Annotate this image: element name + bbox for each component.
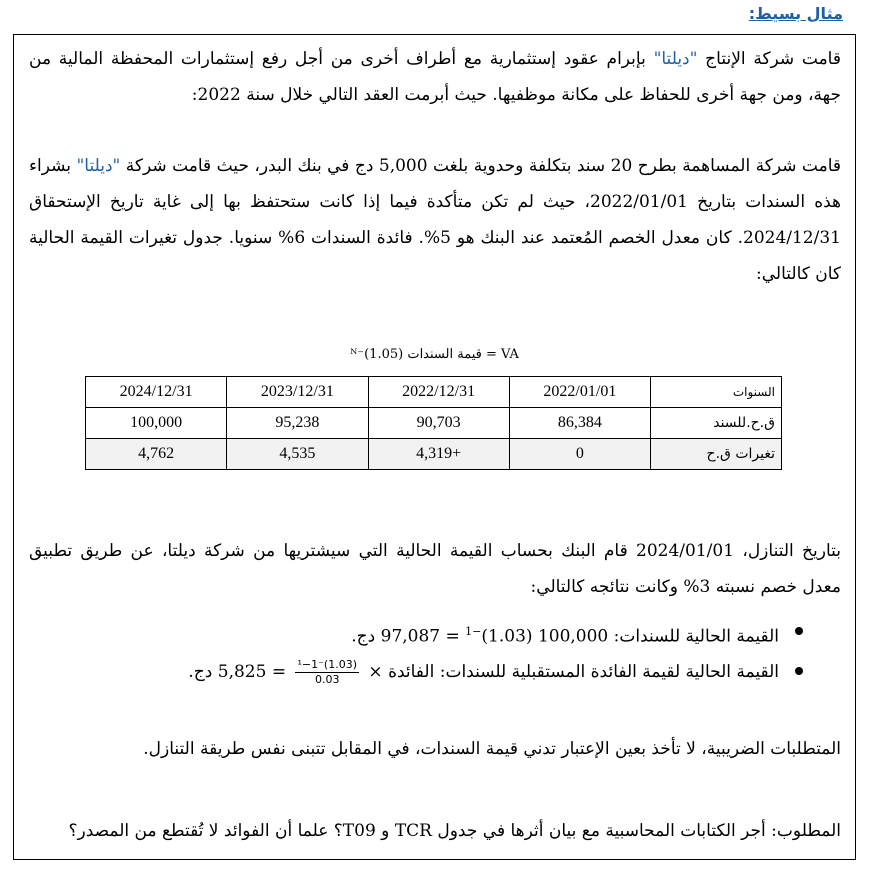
present-value-formula: VA = قيمة السندات (1.05)⁻ᴺ [350, 347, 519, 362]
example-heading: مثال بسيط: [748, 4, 843, 23]
table-cell: 95,238 [227, 408, 368, 439]
paragraph2-before: قامت شركة المساهمة بطرح 20 سند بتكلفة وحدوية بلغت 5,000 دج في بنك البدر، حيث قامت شركة [120, 156, 842, 176]
paragraph-required: المطلوب: أجر الكتابات المحاسبية مع بيان أثرها في جدول TCR و T09؟ علما أن الفوائد لا تُقتطع من المصدر؟ [68, 821, 841, 841]
table-header-cell: 2022/12/31 [368, 377, 509, 408]
table-header-cell: 2023/12/31 [227, 377, 368, 408]
bullet1-exponent: −1 [465, 625, 482, 638]
table-row [86, 439, 782, 470]
paragraph-contract-intro [29, 41, 841, 113]
table-header-cell: 2022/01/01 [509, 377, 650, 408]
paragraph2-after: بشراء هذه السندات بتاريخ 2022/01/01، حيث لم تكن متأكدة فيما إذا كانت ستحتفظ بها إلى غاية تاريخ الإستحقاق 2024/12/31. كان معدل الخصم المُعتمد عند البنك هو 5%. فائدة السندات 6% سنويا. جدول تغيرات القيمة الحالية كان كالتالي: [29, 156, 841, 284]
paragraph-transfer: بتاريخ التنازل، 2024/01/01 قام البنك بحساب القيمة الحالية التي سيشتريها من شركة ديلتا، عن طريق تطبيق معدل خصم نسبته 3% وكانت نتائجه كالتالي: [29, 541, 841, 597]
company-name: "ديلتا" [653, 49, 698, 69]
example-box [13, 34, 856, 860]
bullet1-result: = 97,087 دج. [351, 626, 466, 647]
bullet2-result: = 5,825 دج. [188, 662, 292, 682]
bullet-icon [795, 667, 803, 675]
table-row [86, 408, 782, 439]
paragraph1-after: بإبرام عقود إستثمارية مع أطراف أخرى من أجل رفع إستثمارات المحفظة المالية من جهة، ومن جهة أخرى للحفاظ على مكانة موظفيها. حيث أبرمت العقد التالي خلال سنة 2022: [29, 49, 841, 105]
table-row-label: تغيرات ق.ح [651, 439, 782, 470]
paragraph-tax: المتطلبات الضريبية، لا تأخذ بعين الإعتبار تدني قيمة السندات، في المقابل تتبنى نفس طريقة التنازل. [143, 739, 841, 759]
paragraph-bond-issue [29, 148, 841, 292]
table-cell: 4,535 [227, 439, 368, 470]
table-row-label: ق.ح.للسند [651, 408, 782, 439]
table-header-cell: السنوات [651, 377, 782, 408]
bullet-icon [795, 627, 803, 635]
table-header-row [86, 377, 782, 408]
table-cell: 86,384 [509, 408, 650, 439]
paragraph1-before: قامت شركة الإنتاج [697, 49, 841, 69]
table-header-cell: 2024/12/31 [86, 377, 227, 408]
present-value-table [85, 376, 782, 470]
bullet1-label: القيمة الحالية للسندات: 100,000 (1.03) [481, 626, 779, 647]
list-item [45, 652, 805, 692]
company-name: "ديلتا" [76, 156, 121, 176]
fraction-denominator: 0.03 [315, 673, 340, 686]
table-cell: 4,762 [86, 439, 227, 470]
fraction-numerator: (1.03)⁻¹−1 [297, 658, 358, 671]
table-cell: +4,319 [368, 439, 509, 470]
table-cell: 100,000 [86, 408, 227, 439]
table-cell: 90,703 [368, 408, 509, 439]
list-item [45, 612, 805, 652]
table-cell: 0 [509, 439, 650, 470]
fraction [295, 658, 359, 687]
bullet2-label: القيمة الحالية لقيمة الفائدة المستقبلية للسندات: الفائدة × [363, 662, 779, 682]
results-list [45, 612, 805, 692]
